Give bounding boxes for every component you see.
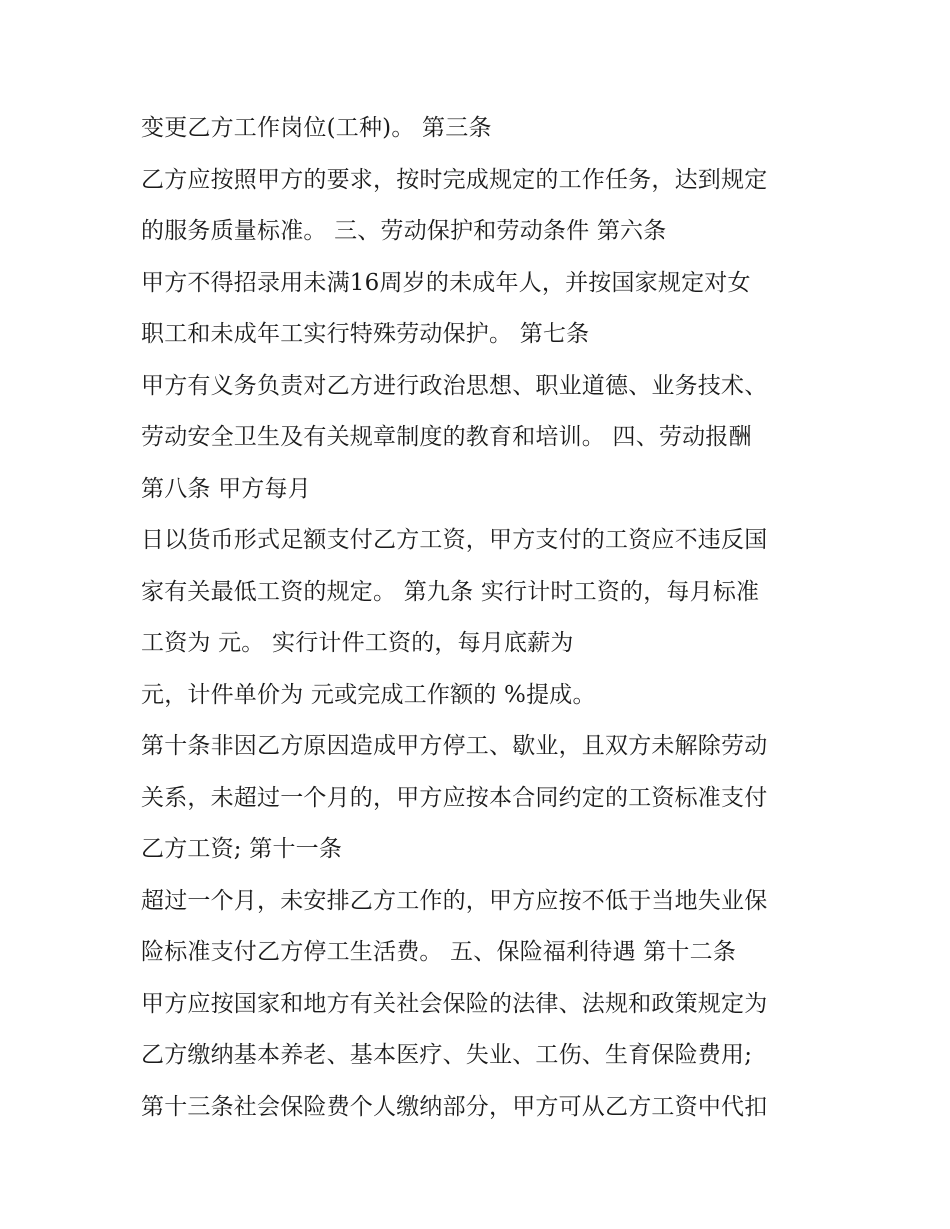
contract-text-body (141, 108, 831, 1138)
text-line: 乙方工资; 第十一条 (141, 836, 343, 862)
text-line: 职工和未成年工实行特殊劳动保护。 第七条 (141, 321, 590, 347)
text-line: 的服务质量标准。 三、劳动保护和劳动条件 第六条 (141, 218, 667, 244)
text-line: 险标准支付乙方停工生活费。 五、保险福利待遇 第十二条 (141, 939, 737, 965)
text-line: 元，计件单价为 元或完成工作额的 %提成。 (141, 681, 596, 708)
text-line: 甲方应按国家和地方有关社会保险的法律、法规和政策规定为 (141, 990, 768, 1017)
text-line: 乙方应按照甲方的要求，按时完成规定的工作任务，达到规定 (141, 166, 768, 193)
text-line: 甲方不得招录用未满16周岁的未成年人，并按国家规定对女 (141, 269, 751, 296)
text-line: 家有关最低工资的规定。 第九条 实行计时工资的，每月标准 (141, 578, 760, 605)
text-line: 关系，未超过一个月的，甲方应按本合同约定的工资标准支付 (141, 784, 768, 811)
text-line: 乙方缴纳基本养老、基本医疗、失业、工伤、生育保险费用; (141, 1042, 753, 1068)
text-line: 变更乙方工作岗位(工种)。 第三条 (141, 115, 492, 141)
text-line: 第十条非因乙方原因造成甲方停工、歇业，且双方未解除劳动 (141, 733, 768, 759)
text-line: 甲方有义务负责对乙方进行政治思想、职业道德、业务技术、 (141, 372, 768, 399)
text-line: 第十三条社会保险费个人缴纳部分，甲方可从乙方工资中代扣 (141, 1093, 768, 1120)
text-line: 日以货币形式足额支付乙方工资，甲方支付的工资应不违反国 (141, 527, 768, 553)
text-line: 劳动安全卫生及有关规章制度的教育和培训。 四、劳动报酬 (141, 424, 752, 450)
text-line: 超过一个月，未安排乙方工作的，甲方应按不低于当地失业保 (141, 887, 768, 914)
text-line: 第八条 甲方每月 (141, 475, 311, 502)
text-line: 工资为 元。 实行计件工资的，每月底薪为 (141, 630, 574, 656)
